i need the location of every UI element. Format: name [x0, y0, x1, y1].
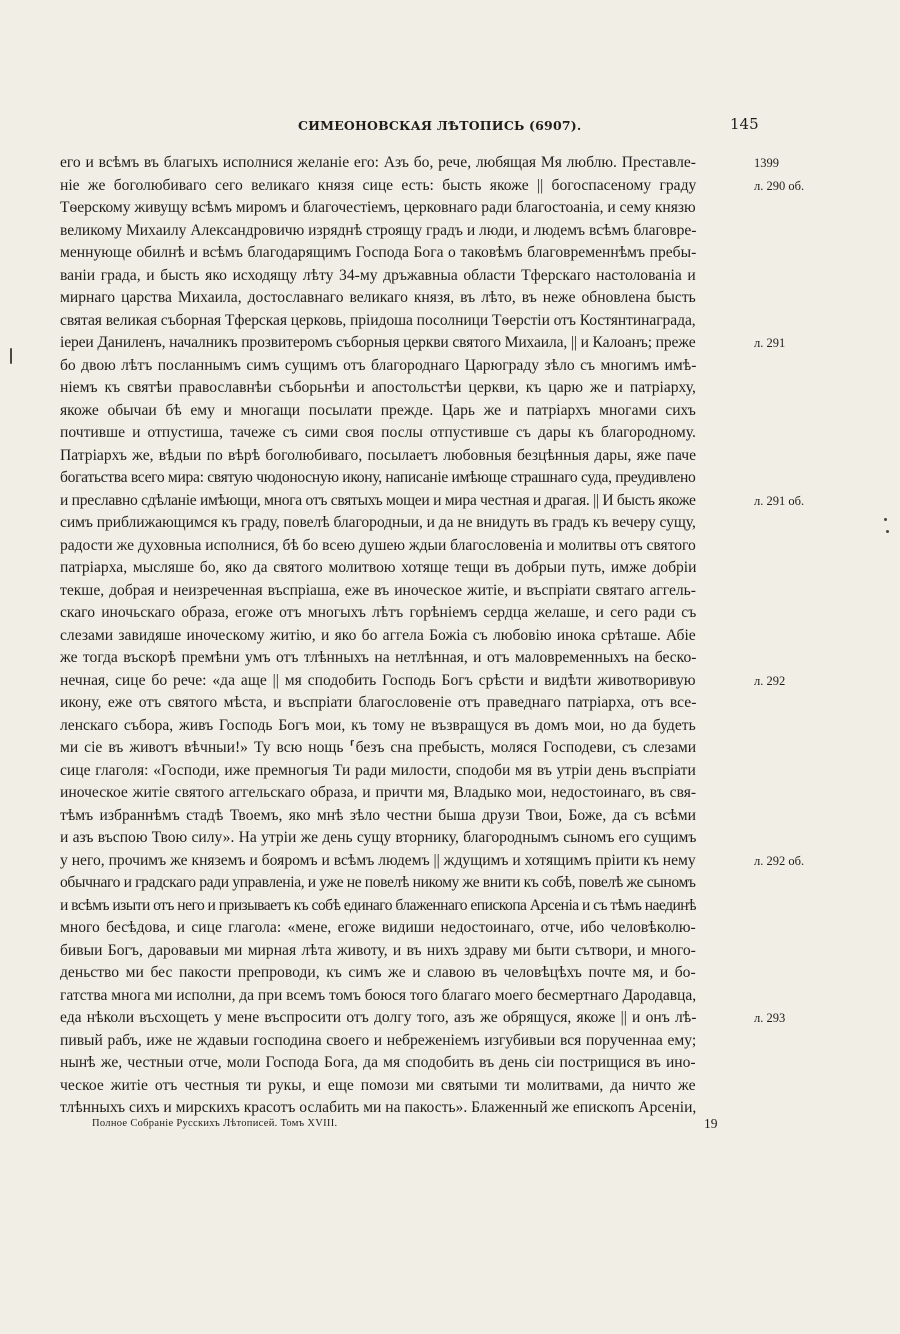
text-line-content: тлѣнныхъ сихъ и мирскихъ красотъ ослабить ми на пакость». Блаженный же епископъ Арсеніи, [60, 1099, 697, 1116]
text-line-content: его и всѣмъ въ благыхъ исполнися желаніе его: Азъ бо, рече, любящая Мя люблю. Преставле- [60, 154, 696, 171]
text-line-content: Патріархъ же, вѣдыи по вѣрѣ боголюбиваго, посылаетъ любовныя безцѣнныя дары, яже паче [60, 446, 697, 464]
text-line-content: нынѣ же, честныи отче, моли Господа Бога, да мя сподобить въ день сіи пострищися въ ино- [60, 1054, 696, 1071]
text-line-content: и всѣмъ изыти отъ него и призываетъ къ собѣ единаго блаженнаго епископа Арсеніа и съ тѣмъ наединѣ [60, 896, 697, 914]
text-line [60, 557, 756, 580]
text-line-content: почтивше и отпустиша, тачеже съ сими своя послы отпустивше съ дары къ благородному. [60, 424, 696, 441]
text-line-content: много бесѣдова, и сице глагола: «мене, егоже видиши недостоинаго, отче, ибо человѣколю- [60, 919, 696, 936]
running-title: СИМЕОНОВСКАЯ ЛѢТОПИСЬ (6907). [298, 118, 582, 133]
text-line-content: слезами завидяше иноческому житію, и яко бо аггела Божіа съ любовію инока срѣташе. Абіе [60, 626, 696, 644]
text-line-content: святая великая съборная Тферская церковь, пріидоша посолници Тѳерстіи отъ Костянтинаграда, [60, 311, 696, 329]
page-number: 145 [730, 115, 759, 133]
text-line-content: ніе же боголюбиваго сего великаго князя сице есть: бысть якоже || богоспасеному граду [60, 176, 697, 194]
text-line-content: Тѳерскому живущу всѣмъ миромъ и благочестіемъ, церковнаго ради благостоаніа, и сему князю [60, 199, 696, 216]
page-header [60, 115, 760, 142]
text-line-content: нечная, сице бо рече: «да аще || мя сподобить Господь Богъ срѣсти и видѣти животворивую [60, 671, 696, 689]
text-line [60, 512, 756, 535]
text-line [60, 197, 756, 220]
scan-speck [10, 348, 12, 364]
text-line [60, 602, 756, 625]
text-line [60, 985, 756, 1008]
scan-speck [884, 518, 887, 521]
text-line [60, 580, 756, 603]
text-line-content: обычнаго и градскаго ради управленіа, и уже не повелѣ никому же внити къ собѣ, повелѣ же сыномъ [60, 874, 696, 891]
text-line-content: радости же духовныа исполнися, бѣ бо всею душею ждыи благословеніа и молитвы отъ святого [60, 536, 696, 554]
text-line [60, 805, 756, 828]
text-line-content: пивый рабъ, иже не ждавыи господина своего и небреженіемъ изгубивыи вся порученнаа ему; [60, 1031, 697, 1049]
text-line-content: сице глаголя: «Господи, иже премногыя Ти ради милости, сподоби мя въ утріи день въспріати [60, 761, 696, 779]
text-line-content: и азъ въспою Твою силу». На утріи же день сущу вторнику, благороднымъ сыномъ его сущимъ [60, 829, 697, 846]
text-line [60, 1007, 786, 1030]
text-line-content: ми сіе въ животъ вѣчныи!» Ту всю нощь ⸢безъ сна пребысть, моляся Господеви, съ слезами [60, 739, 697, 756]
text-line [60, 1097, 756, 1120]
text-line-content: симъ приближающимся къ граду, повелѣ благородныи, и да не внидуть въ градъ къ вечеру сущу, [60, 514, 696, 531]
text-line-content: ческое житіе отъ честныя ти рукы, и еще помози ми святыми ти молитвами, да ничто же [60, 1076, 696, 1094]
text-line [60, 782, 756, 805]
text-line-content: великому Михаилу Александровичю изряднѣ строящу градъ и люди, и людемъ всѣмъ благовре- [60, 221, 697, 239]
text-line [60, 917, 756, 940]
text-line [60, 535, 756, 558]
text-line [60, 625, 756, 648]
text-line [60, 445, 756, 468]
margin-folio-note: л. 290 об. [754, 178, 805, 193]
text-line-content: мирнаго царства Михаила, достославнаго великаго князя, въ лѣто, въ неже обновлена бысть [60, 289, 696, 306]
text-line [60, 1030, 756, 1053]
text-line-content: у него, прочимъ же княземъ и бояромъ и всѣмъ людемъ || ждущимъ и хотящимъ пріити къ нему [60, 851, 696, 869]
text-line-content: ніемъ къ святѣи православнѣи съборьнѣи и апостольстѣи церкви, къ царю же и патріарху, [60, 379, 696, 396]
text-line [60, 377, 756, 400]
text-line-content: деньство ми бес пакости препроводи, къ симъ же и славою въ человѣцѣхъ почте мя, и бо- [60, 964, 696, 981]
body-text [60, 152, 805, 1120]
text-line-content: якоже обычаи бѣ ему и многащи посылати прежде. Царь же и патріархъ многами сихъ [60, 401, 696, 419]
text-line [60, 422, 756, 445]
signature-mark: 19 [704, 1116, 718, 1131]
text-line-content: ваніи града, и бысть яко исходящу лѣту 34-му дръжавныа области Тферскаго настолованіа и [60, 266, 696, 284]
text-line [60, 287, 756, 310]
text-line-content: скаго иночьскаго образа, егоже отъ многыхъ лѣтъ горѣніемъ сердца желаше, и сего ради съ [60, 604, 697, 621]
text-line-content: текше, добрая и неизреченная въспріаша, еже въ иноческое житіе, и въспріати святаго аггель- [60, 581, 696, 599]
text-line-content: гатства многа ми исполни, да при всемъ томъ боюся того благаго моего бесмертнаго Дародавца, [60, 986, 697, 1004]
text-line [60, 737, 756, 760]
text-line [60, 760, 756, 783]
text-line-content: иноческое житіе святого аггельскаго образа, и причти мя, Владыко мои, недостоинаго, въ свя- [60, 784, 697, 801]
text-line-content: меннующе обилнѣ и всѣмъ благодарящимъ Господа Бога о таковѣмъ благовременнѣмъ пребы- [60, 244, 697, 261]
margin-folio-note: л. 291 [754, 336, 786, 350]
text-line-content: икону, еже отъ святого мѣста, и въспріати благословеніе отъ праведнаго патріарха, отъ все- [60, 694, 697, 711]
scan-speck [886, 530, 889, 533]
margin-folio-note: л. 291 об. [754, 493, 805, 508]
text-line [60, 940, 756, 963]
margin-folio-note: л. 293 [754, 1011, 786, 1025]
text-line [60, 872, 756, 895]
text-line-content: патріарха, мысляше бо, яко да святого молитвою хотяще тещи въ добрыи путь, имже добріи [60, 559, 697, 576]
footer-title: Полное Собраніе Русскихъ Лѣтописей. Томъ XVIII. [92, 1118, 338, 1129]
text-line [60, 827, 756, 850]
text-line [60, 895, 756, 918]
text-line-content: іереи Даниленъ, началникъ прозвитеромъ съборныя церкви святого Михаила, || и Калоанъ; преже [60, 334, 696, 351]
text-line [60, 1052, 756, 1075]
text-line [60, 242, 756, 265]
text-line-content: же тогда въскорѣ премѣни умъ отъ тлѣнныхъ на нетлѣнная, и отъ маловременныхъ на беско- [60, 649, 697, 666]
text-line [60, 400, 756, 423]
text-line [60, 355, 756, 378]
page-footer [60, 1118, 760, 1140]
margin-folio-note: л. 292 [754, 673, 786, 688]
text-line [60, 265, 756, 288]
margin-folio-note: 1399 [754, 156, 779, 170]
text-line [60, 850, 805, 873]
text-line [60, 670, 786, 693]
text-line [60, 332, 786, 355]
text-line [60, 152, 779, 175]
text-line-content: ленскаго събора, живъ Господь Богъ мои, къ тому не възвращуся въ домъ мои, но да будеть [60, 716, 696, 734]
text-line [60, 220, 756, 243]
margin-folio-note: л. 292 об. [754, 853, 805, 868]
text-line-content: еда нѣколи въсхощеть у мене въспросити отъ долгу того, азъ же обрящуся, якоже || и онъ лѣ- [60, 1009, 697, 1026]
text-line [60, 692, 756, 715]
text-line [60, 962, 756, 985]
text-line-content: богатьства всего мира: святую чюдоносную икону, написаніе имѣюще страшнаго суда, преудивлено [60, 469, 696, 486]
text-line [60, 467, 756, 490]
text-line [60, 647, 756, 670]
text-line-content: бивыи Богъ, даровавыи ми мирная лѣта животу, и въ нихъ здраву ми быти сътвори, и много- [60, 941, 696, 959]
text-line [60, 1075, 756, 1098]
text-line [60, 490, 805, 513]
text-line-content: бо двою лѣтъ посланнымъ симъ сущимъ отъ благороднаго Царюграду зѣло съ многимъ имѣ- [60, 356, 697, 374]
text-line [60, 310, 756, 333]
text-line [60, 175, 805, 198]
text-line-content: и преславно сдѣланіе имѣющи, многа отъ святыхъ мощеи и мира честная и драгая. || И бысть якоже [60, 491, 696, 509]
text-line-content: тѣмъ избраннѣмъ стадѣ Твоемъ, яко мнѣ зѣло честни быша друзи Твои, Боже, да съ всѣми [60, 806, 696, 824]
text-line [60, 715, 756, 738]
